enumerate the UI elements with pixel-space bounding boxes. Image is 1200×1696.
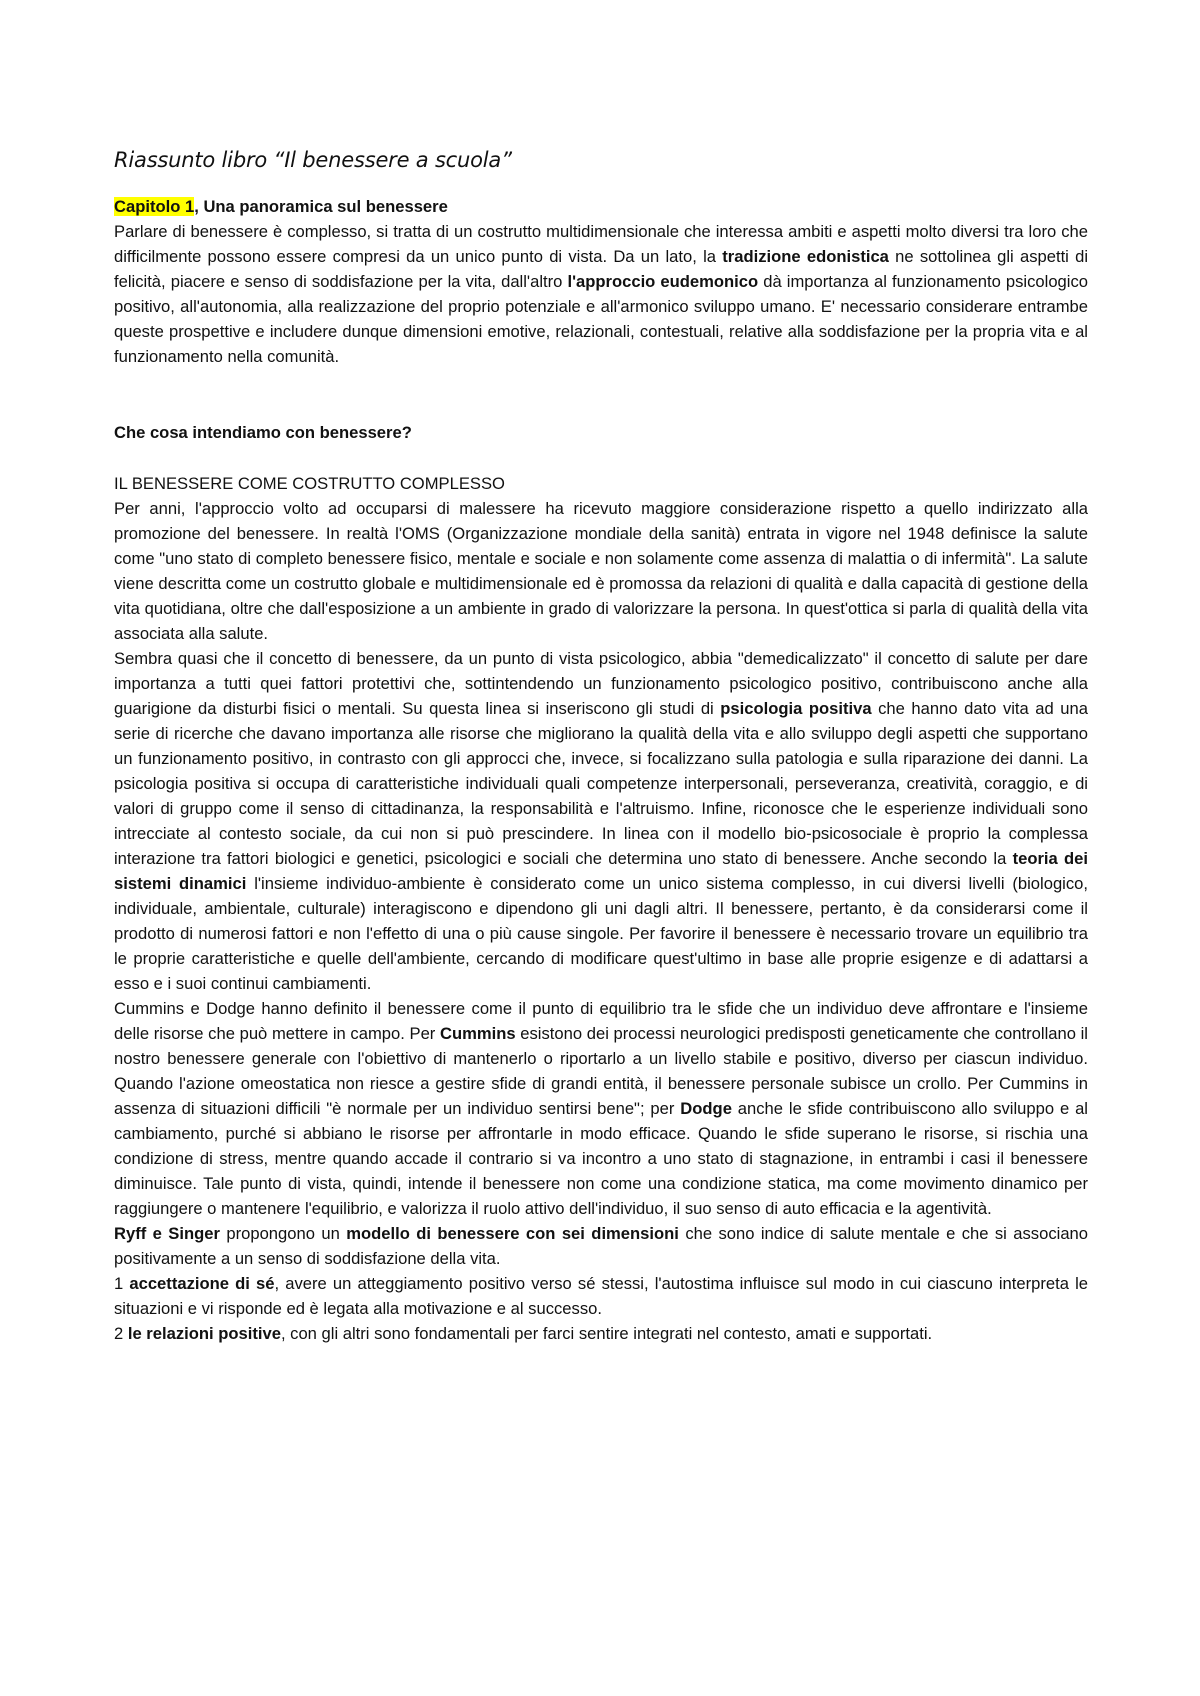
bold-term: Ryff e Singer — [114, 1224, 220, 1243]
list-item — [114, 1271, 1088, 1321]
body-paragraph — [114, 996, 1088, 1221]
text-run: ne sottolinea gli aspetti di felicità, piacere e senso di soddisfazione per la vita, dall'altro — [114, 247, 1089, 291]
text-run: Cummins e Dodge hanno definito il benessere come il punto di equilibrio tra le sfide che un individuo deve affrontare e l'insieme delle risorse che può mettere in campo. Per — [114, 999, 1088, 1043]
text-run: Per anni, l'approccio volto ad occuparsi di malessere ha ricevuto maggiore considerazione rispetto a quello indirizzato alla promozione del benessere. In realtà l'OMS (Organizzazione mondiale della sanità) entrata in vigore nel 1948 definisce la salute come "uno stato di completo benessere fisico, mentale e sociale e non solamente come assenza di malattia o di infermità". La salute viene descritta come un costrutto globale e multidimensionale ed è promossa da relazioni di qualità e dalla capacità di gestione della vita quotidiana, oltre che dall'esposizione a un ambiente in grado di valorizzare la persona. In quest'ottica si parla di qualità della vita associata alla salute. — [114, 499, 1088, 643]
bold-term: psicologia positiva — [720, 699, 872, 718]
bold-term: modello di benessere con sei dimensioni — [346, 1224, 679, 1243]
text-run: 1 — [114, 1274, 130, 1293]
text-run: dà importanza al funzionamento psicologico positivo, all'autonomia, alla realizzazione del proprio potenziale e all'armonico sviluppo umano. E' necessario considerare entrambe queste prospettive e includere dunque dimensioni emotive, relazionali, contestuali, relative alla soddisfazione per la propria vita e al funzionamento nella comunità. — [114, 272, 1089, 366]
body-paragraph — [114, 496, 1088, 646]
text-run: l'insieme individuo-ambiente è considerato come un unico sistema complesso, in cui diversi livelli (biologico, individuale, ambientale, culturale) interagiscono e dipendono gli uni dagli altri. Il benessere, pertanto, è da considerarsi come il prodotto di numerosi fattori e non l'effetto di una o più cause singole. Per favorire il benessere è necessario trovare un equilibrio tra le proprie caratteristiche e quelle dell'ambiente, cercando di modificare quest'ultimo in base alle proprie esigenze e di adattarsi a esso e i suoi continui cambiamenti. — [114, 874, 1088, 993]
text-run: anche le sfide contribuiscono allo sviluppo e al cambiamento, purché si abbiano le risorse per affrontarle in modo efficace. Quando le sfide superano le risorse, si rischia una condizione di stress, mentre quando accade il contrario si va incontro a uno stato di stagnazione, in entrambi i casi il benessere diminuisce. Tale punto di vista, quindi, intende il benessere non come una condizione statica, ma come movimento dinamico per raggiungere o mantenere l'equilibrio, e valorizza il ruolo attivo dell'individuo, il suo senso di auto efficacia e la agentività. — [114, 1099, 1088, 1218]
text-run: che sono indice di salute mentale e che si associano positivamente a un senso di soddisfazione della vita. — [114, 1224, 1089, 1268]
text-run: 2 — [114, 1324, 128, 1343]
bold-term: accettazione di sé — [129, 1274, 275, 1293]
main-body — [114, 471, 1088, 1346]
bold-term: Dodge — [680, 1099, 732, 1118]
bold-term: l'approccio eudemonico — [567, 272, 759, 291]
text-run: che hanno dato vita ad una serie di ricerche che davano importanza alle risorse che migliorano la qualità della vita e allo sviluppo degli aspetti che supportano un funzionamento positivo, in contrasto con gli approcci che, invece, si focalizzano sulla patologia e sulla riparazione dei danni. La psicologia positiva si occupa di caratteristiche individuali quali competenze interpersonali, perseveranza, creatività, coraggio, e di valori di gruppo come il senso di cittadinanza, la responsabilità e l'altruismo. Infine, riconosce che le esperienze individuali sono intrecciate al contesto sociale, da cui non si può prescindere. In linea con il modello bio-psicosociale è proprio la complessa interazione tra fattori biologici e genetici, psicologici e sociali che determina uno stato di benessere. Anche secondo la — [114, 699, 1088, 868]
bold-term: teoria dei sistemi dinamici — [114, 849, 1088, 893]
text-run: esistono dei processi neurologici predisposti geneticamente che controllano il nostro benessere generale con l'obiettivo di mantenerlo o riportarlo a un livello stabile e positivo, diverso per ciascun individuo. Quando l'azione omeostatica non riesce a gestire sfide di grandi entità, il benessere personale subisce un crollo. Per Cummins in assenza di situazioni difficili "è normale per un individuo sentirsi bene"; per — [114, 1024, 1088, 1118]
chapter-heading — [114, 194, 448, 219]
text-run: Parlare di benessere è complesso, si tratta di un costrutto multidimensionale che interessa ambiti e aspetti molto diversi tra loro che difficilmente possono essere compresi da un unico punto di vista. Da un lato, la — [114, 222, 1088, 266]
chapter-label-highlight: Capitolo 1 — [114, 197, 195, 216]
body-paragraph — [114, 646, 1088, 996]
intro-paragraph — [114, 219, 1088, 369]
bold-term: Cummins — [440, 1024, 516, 1043]
text-run: , con gli altri sono fondamentali per farci sentire integrati nel contesto, amati e supportati. — [280, 1324, 933, 1343]
question-heading-block — [114, 420, 1088, 445]
document-title: Riassunto libro “Il benessere a scuola” — [114, 148, 512, 172]
bold-term: le relazioni positive — [127, 1324, 281, 1343]
text-run: Sembra quasi che il concetto di benessere, da un punto di vista psicologico, abbia "demedicalizzato" il concetto di salute per dare importanza a tutti quei fattori protettivi che, sottintendendo un funzionamento psicologico positivo, contribuiscono anche alla guarigione da disturbi fisici o mentali. Su questa linea si inseriscono gli studi di — [114, 649, 1088, 718]
section-heading: IL BENESSERE COME COSTRUTTO COMPLESSO — [114, 474, 505, 493]
intro-block — [114, 219, 1088, 369]
text-run: propongono un — [219, 1224, 347, 1243]
text-run: , avere un atteggiamento positivo verso sé stessi, l'autostima influisce sul modo in cui ciascuno interpreta le situazioni e vi risponde ed è legata alla motivazione e al successo. — [114, 1274, 1088, 1318]
question-heading: Che cosa intendiamo con benessere? — [114, 423, 412, 442]
bold-term: tradizione edonistica — [722, 247, 889, 266]
body-paragraph — [114, 1221, 1088, 1271]
chapter-title: , Una panoramica sul benessere — [194, 197, 448, 216]
list-item — [114, 1321, 1088, 1346]
